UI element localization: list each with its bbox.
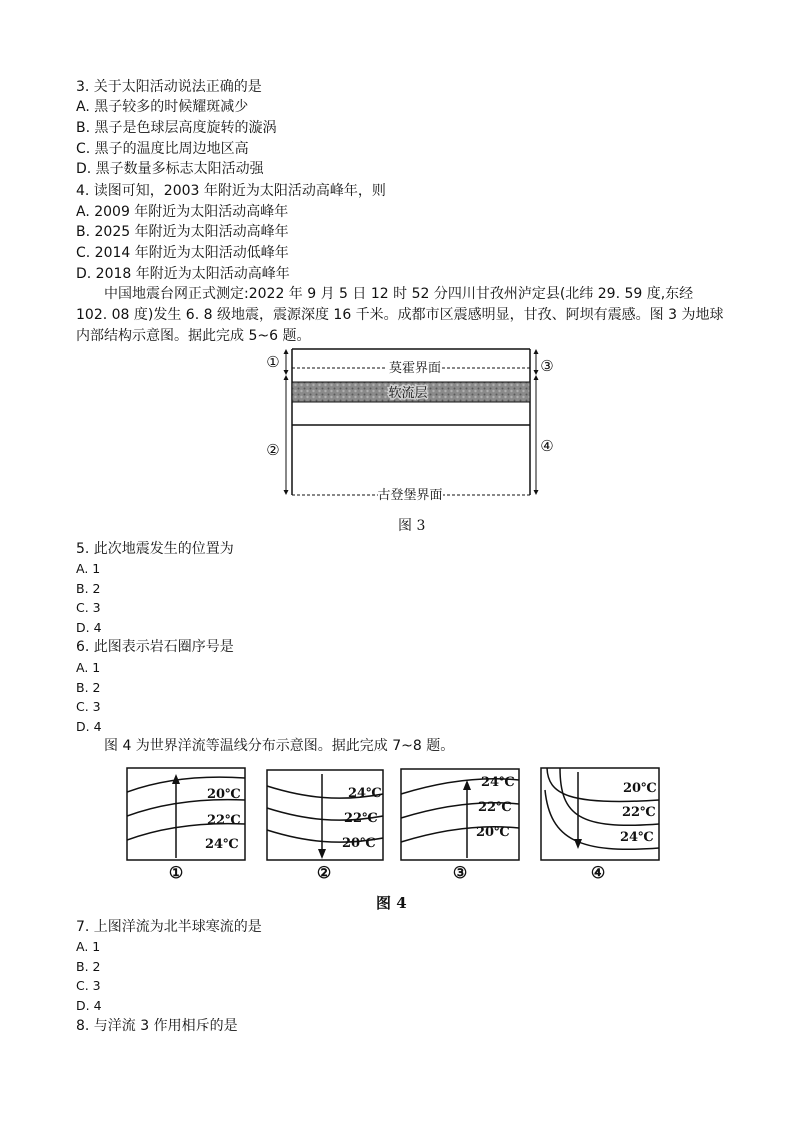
q4-stem: 4. 读图可知，2003 年附近为太阳活动高峰年，则: [76, 183, 386, 199]
panel-2: [267, 770, 383, 882]
panel-1-temp-2: 22℃: [207, 813, 241, 828]
q7-option-c: C. 3: [76, 978, 101, 993]
panel-4: [541, 768, 659, 882]
figure-3-caption: 图 3: [398, 518, 426, 534]
q7-stem: 7. 上图洋流为北半球寒流的是: [76, 919, 262, 935]
marker-2: ②: [266, 441, 280, 459]
q3-option-a: A. 黑子较多的时候耀斑减少: [76, 99, 249, 115]
passage-earthquake: 中国地震台网正式测定:2022 年 9 月 5 日 12 时 52 分四川甘孜州泸定县(北纬 29. 59 度,东经 102. 08 度)发生 6. 8 级地震，震源深度 16 千米。成都市区震感明显，甘孜、阿坝有震感。图 3 为地球内部结构示意图。据此完成 5~6 题。: [76, 286, 724, 344]
asthenosphere-label: 软流层: [388, 386, 428, 401]
marker-1: ①: [266, 353, 280, 371]
q3-option-d: D. 黑子数量多标志太阳活动强: [76, 161, 264, 177]
q6-option-b: B. 2: [76, 680, 101, 695]
panel-4-temp-1: 20℃: [623, 781, 657, 796]
q7-option-a: A. 1: [76, 939, 101, 954]
panel-3: [401, 769, 519, 882]
q4-option-c: C. 2014 年附近为太阳活动低峰年: [76, 245, 289, 261]
q8-stem: 8. 与洋流 3 作用相斥的是: [76, 1018, 238, 1034]
panel-3-temp-1: 24℃: [481, 775, 515, 790]
q5-option-d: D. 4: [76, 620, 102, 635]
panel-3-temp-2: 22℃: [478, 800, 512, 815]
panel-2-temp-1: 24℃: [348, 786, 382, 801]
q5-stem: 5. 此次地震发生的位置为: [76, 541, 234, 557]
panel-4-temp-2: 22℃: [622, 805, 656, 820]
panel-1: [127, 768, 245, 882]
figure-3-earth-structure: [255, 345, 565, 510]
q6-option-a: A. 1: [76, 660, 101, 675]
panel-3-label: ③: [452, 863, 468, 882]
panel-1-temp-1: 20℃: [207, 787, 241, 802]
q6-stem: 6. 此图表示岩石圈序号是: [76, 639, 234, 655]
q3-option-b: B. 黑子是色球层高度旋转的漩涡: [76, 120, 277, 136]
q5-option-c: C. 3: [76, 600, 101, 615]
panel-2-temp-3: 20℃: [342, 836, 376, 851]
figure-4-ocean-currents: [120, 760, 680, 885]
panel-3-temp-3: 20℃: [476, 825, 510, 840]
panel-1-temp-3: 24℃: [205, 837, 239, 852]
q7-option-b: B. 2: [76, 959, 101, 974]
panel-4-label: ④: [590, 863, 606, 882]
moho-label: 莫霍界面: [388, 361, 442, 376]
q6-option-d: D. 4: [76, 719, 102, 734]
panel-2-label: ②: [316, 863, 332, 882]
q7-option-d: D. 4: [76, 998, 102, 1013]
passage-ocean-currents: 图 4 为世界洋流等温线分布示意图。据此完成 7~8 题。: [104, 738, 455, 754]
panel-2-temp-2: 22℃: [344, 811, 378, 826]
q5-option-b: B. 2: [76, 581, 101, 596]
gutenberg-label: 古登堡界面: [377, 488, 443, 503]
q3-option-c: C. 黑子的温度比周边地区高: [76, 141, 249, 157]
figure-4-caption: 图 4: [376, 894, 407, 912]
q4-option-a: A. 2009 年附近为太阳活动高峰年: [76, 204, 289, 220]
panel-4-temp-3: 24℃: [620, 830, 654, 845]
marker-3: ③: [540, 357, 554, 375]
q3-stem: 3. 关于太阳活动说法正确的是: [76, 79, 262, 95]
q6-option-c: C. 3: [76, 699, 101, 714]
q4-option-d: D. 2018 年附近为太阳活动高峰年: [76, 266, 290, 282]
q4-option-b: B. 2025 年附近为太阳活动高峰年: [76, 224, 289, 240]
q5-option-a: A. 1: [76, 561, 101, 576]
marker-4: ④: [540, 437, 554, 455]
panel-1-label: ①: [168, 863, 184, 882]
